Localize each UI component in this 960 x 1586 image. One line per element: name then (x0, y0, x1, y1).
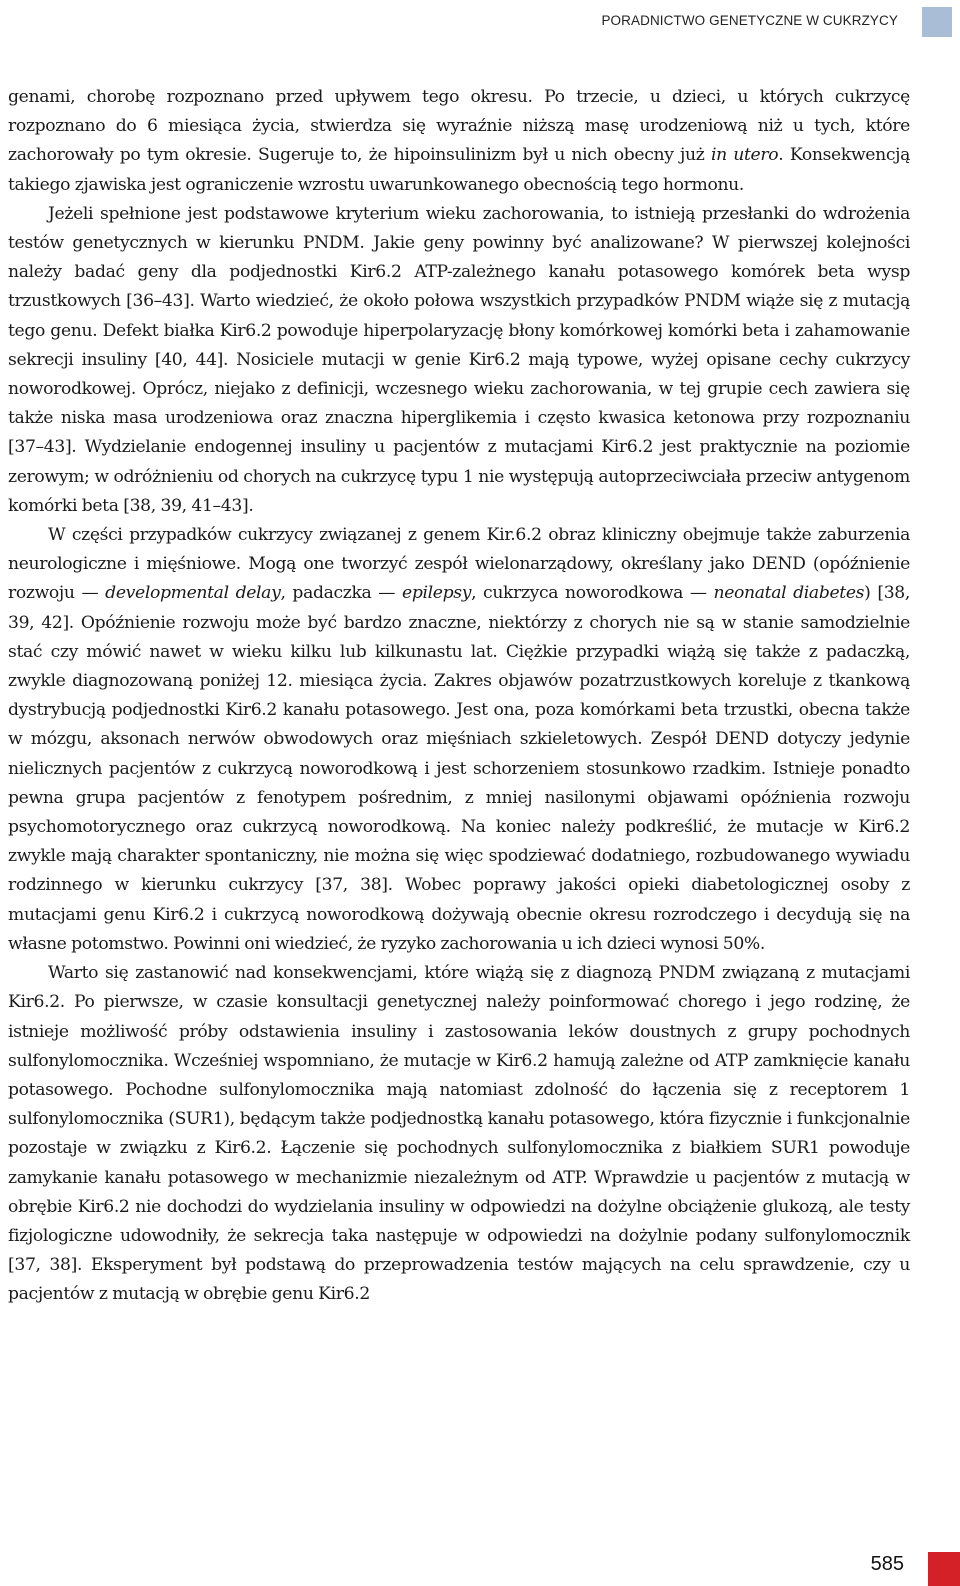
italic-term: epilepsy (402, 583, 472, 604)
italic-term: developmental delay (105, 583, 281, 604)
text-run: Warto się zastanowić nad konsekwencjami, które wiążą się z diagnozą PNDM związaną z mutacjami Kir6.2. Po pierwsze, w czasie konsultacji genetycznej należy poinformować chorego i jego rodzinę, że istnieje możliwość próby odstawienia insuliny i zastosowania leków doustnych z grupy pochodnych sulfonylomocznika. Wcześniej wspomniano, że mutacje w Kir6.2 hamują zależne od ATP zamknięcie kanału potasowego. Pochodne sulfonylomocznika mają natomiast zdolność do łączenia się z receptorem 1 sulfonylomocznika (SUR1), będącym także podjednostką kanału potasowego, która fizycznie i funkcjonalnie pozostaje w związku z Kir6.2. Łączenie się pochodnych sulfonylomocznika z białkiem SUR1 powoduje zamykanie kanału potasowego w mechanizmie niezależnym od ATP. Wprawdzie u pacjentów z mutacją w obrębie Kir6.2 nie dochodzi do wydzielania insuliny w odpowiedzi na dożylne obciążenie glukozą, ale testy fizjologiczne udowodniły, że sekrecja taka następuje w odpowiedzi na dożylnie podany sulfonylomocznik [37, 38]. Eksperyment był podstawą do przeprowadzenia testów mających na celu sprawdzenie, czy u pacjentów z mutacją w obrębie genu Kir6.2 (8, 963, 910, 1305)
italic-term: in utero (710, 145, 779, 166)
text-run: , cukrzyca noworodkowa — (471, 583, 714, 604)
text-run: W części przypadków cukrzycy związanej z genem Kir.6.2 obraz kliniczny obejmuje także zaburzenia neurologiczne i mięśniowe. Mogą one tworzyć zespół wielonarządowy, określany jako DEND (opóźnienie rozwoju — (8, 525, 910, 604)
article-body (8, 83, 910, 1310)
text-run: . Konsekwencją takiego zjawiska jest ograniczenie wzrostu uwarunkowanego obecnością tego hormonu. (8, 145, 910, 195)
paragraph (8, 959, 910, 1309)
running-title: PORADNICTWO GENETYCZNE W CUKRZYCY (601, 13, 898, 28)
page-corner-marker (928, 1552, 960, 1586)
italic-term: neonatal diabetes (713, 583, 865, 604)
page-number: 585 (870, 1553, 904, 1575)
header-color-tab (922, 7, 952, 37)
paragraph (8, 83, 910, 200)
text-run: Jeżeli spełnione jest podstawowe kryterium wieku zachorowania, to istnieją przesłanki do wdrożenia testów genetycznych w kierunku PNDM. Jakie geny powinny być analizowane? W pierwszej kolejności należy badać geny dla podjednostki Kir6.2 ATP-zależnego kanału potasowego komórek beta wysp trzustkowych [36–43]. Warto wiedzieć, że około połowa wszystkich przypadków PNDM wiąże się z mutacją tego genu. Defekt białka Kir6.2 powoduje hiperpolaryzację błony komórkowej komórki beta i zahamowanie sekrecji insuliny [40, 44]. Nosiciele mutacji w genie Kir6.2 mają typowe, wyżej opisane cechy cukrzycy noworodkowej. Oprócz, niejako z definicji, wczesnego wieku zachorowania, w tej grupie cech zawiera się także niska masa urodzeniowa oraz znaczna hiperglikemia i często kwasica ketonowa przy rozpoznaniu [37–43]. Wydzielanie endogennej insuliny u pacjentów z mutacjami Kir6.2 jest praktycznie na poziomie zerowym; w odróżnieniu od chorych na cukrzycę typu 1 nie występują autoprzeciwciała przeciw antygenom komórki beta [38, 39, 41–43]. (8, 203, 910, 516)
paragraph (8, 200, 910, 521)
text-run: genami, chorobę rozpoznano przed upływem tego okresu. Po trzecie, u dzieci, u których cukrzycę rozpoznano do 6 miesiąca życia, stwierdza się wyraźnie niższą masę urodzeniową niż u tych, które zachorowały po tym okresie. Sugeruje to, że hipoinsulinizm był u nich obecny już (8, 87, 910, 166)
text-run: , padaczka — (280, 583, 402, 604)
paragraph (8, 521, 910, 959)
text-run: ) [38, 39, 42]. Opóźnienie rozwoju może być bardzo znaczne, niektórzy z chorych nie są w stanie samodzielnie stać czy mówić nawet w wieku kilku lub kilkunastu lat. Ciężkie przypadki wiążą się także z padaczką, zwykle diagnozowaną poniżej 12. miesiąca życia. Zakres objawów pozatrzustkowych koreluje z tkankową dystrybucją podjednostki Kir6.2 kanału potasowego. Jest ona, poza komórkami beta trzustki, obecna także w mózgu, aksonach nerwów obwodowych oraz mięśniach szkieletowych. Zespół DEND dotyczy jedynie nielicznych pacjentów z cukrzycą noworodkową i jest schorzeniem stosunkowo rzadkim. Istnieje ponadto pewna grupa pacjentów z fenotypem pośrednim, z mniej nasilonymi objawami opóźnienia rozwoju psychomotorycznego oraz cukrzycą noworodkową. Na koniec należy podkreślić, że mutacje w Kir6.2 zwykle mają charakter spontaniczny, nie można się więc spodziewać dodatniego, rozbudowanego wywiadu rodzinnego w kierunku cukrzycy [37, 38]. Wobec poprawy jakości opieki diabetologicznej osoby z mutacjami genu Kir6.2 i cukrzycą noworodkową dożywają obecnie okresu rozrodczego i decydują się na własne potomstwo. Powinni oni wiedzieć, że ryzyko zachorowania u ich dzieci wynosi 50%. (8, 583, 911, 954)
